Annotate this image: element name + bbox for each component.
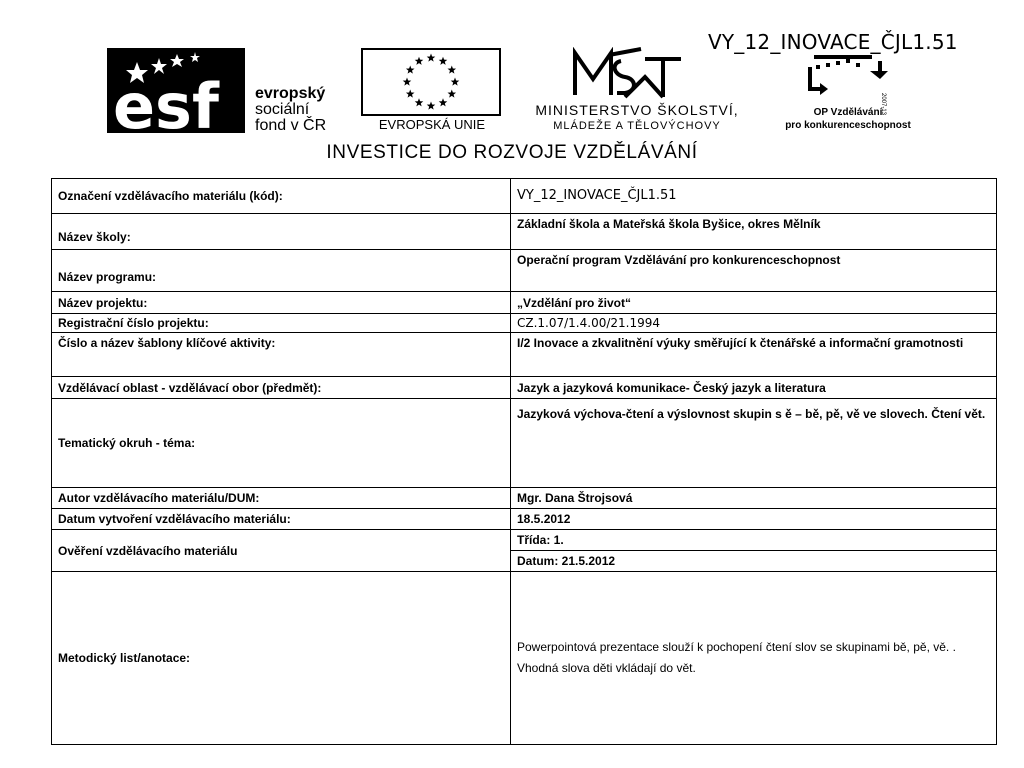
table-row	[52, 488, 997, 509]
eu-star-icon	[451, 78, 460, 86]
op-line-1: OP Vzdělávání	[813, 107, 883, 118]
op-vzdelavani-logo	[770, 47, 926, 132]
document-code: VY_12_INOVACE_ČJL1.51	[708, 30, 958, 54]
table-row	[52, 509, 997, 530]
row-value: 18.5.2012	[511, 509, 997, 530]
eu-star-icon	[427, 102, 436, 110]
row-value: Powerpointová prezentace slouží k pochopení čtení slov se skupinami bě, pě, vě. . Vhodná slova děti vkládají do vět.	[511, 572, 997, 745]
op-years: 2007-13	[880, 93, 886, 116]
row-value: Jazyk a jazyková komunikace- Český jazyk a literatura	[511, 377, 997, 399]
info-table	[51, 178, 997, 745]
table-row	[52, 214, 997, 250]
eu-star-icon	[439, 57, 448, 65]
eu-star-icon	[415, 57, 424, 65]
table-row	[52, 179, 997, 214]
esf-line-3: fond v ČR	[255, 117, 327, 133]
row-value: Jazyková výchova-čtení a výslovnost skupin s ě – bě, pě, vě ve slovech. Čtení vět.	[511, 399, 997, 488]
row-label: Metodický list/anotace:	[52, 572, 511, 745]
eu-star-icon	[403, 78, 412, 86]
row-label: Číslo a název šablony klíčové aktivity:	[52, 333, 511, 377]
msmt-line-2: MLÁDEŽE A TĚLOVÝCHOVY	[553, 120, 721, 132]
eu-star-icon	[406, 66, 415, 74]
msmt-logo	[513, 47, 761, 132]
eu-star-icon	[415, 98, 424, 106]
row-label: Datum vytvoření vzdělávacího materiálu:	[52, 509, 511, 530]
row-value: Třída: 1.	[511, 530, 997, 551]
row-label: Registrační číslo projektu:	[52, 314, 511, 333]
row-value: VY_12_INOVACE_ČJL1.51	[511, 179, 997, 214]
row-label: Ověření vzdělávacího materiálu	[52, 530, 511, 572]
eu-star-icon	[448, 90, 457, 98]
row-label: Tematický okruh - téma:	[52, 399, 511, 488]
row-value: Mgr. Dana Štrojsová	[511, 488, 997, 509]
table-row	[52, 530, 997, 551]
row-label: Označení vzdělávacího materiálu (kód):	[52, 179, 511, 214]
banner-text: INVESTICE DO ROZVOJE VZDĚLÁVÁNÍ	[326, 142, 698, 163]
table-row	[52, 250, 997, 292]
eu-caption: EVROPSKÁ UNIE	[378, 117, 486, 132]
table-row	[52, 399, 997, 488]
esf-logo	[107, 48, 352, 133]
eu-star-icon	[439, 98, 448, 106]
eu-star-icon	[448, 66, 457, 74]
esf-line-2: sociální	[255, 101, 310, 118]
esf-line-1: evropský	[255, 85, 326, 102]
row-label: Vzdělávací oblast - vzdělávací obor (předmět):	[52, 377, 511, 399]
row-value: I/2 Inovace a zkvalitnění výuky směřující k čtenářské a informační gramotnosti	[511, 333, 997, 377]
row-value: Operační program Vzdělávání pro konkurenceschopnost	[511, 250, 997, 292]
row-label: Název projektu:	[52, 292, 511, 314]
table-row	[52, 292, 997, 314]
table-row	[52, 314, 997, 333]
row-label: Autor vzdělávacího materiálu/DUM:	[52, 488, 511, 509]
svg-text:esf: esf	[113, 70, 219, 133]
eu-star-icon	[406, 90, 415, 98]
table-row	[52, 572, 997, 745]
op-line-2: pro konkurenceschopnost	[785, 120, 911, 131]
row-value: Základní škola a Mateřská škola Byšice, okres Mělník	[511, 214, 997, 250]
row-label: Název školy:	[52, 214, 511, 250]
eu-star-icon	[427, 54, 436, 62]
row-value: CZ.1.07/1.4.00/21.1994	[511, 314, 997, 333]
row-value: „Vzdělání pro život“	[511, 292, 997, 314]
msmt-line-1: MINISTERSTVO ŠKOLSTVÍ,	[535, 102, 739, 118]
table-row	[52, 377, 997, 399]
row-label: Název programu:	[52, 250, 511, 292]
eu-logo	[360, 47, 505, 132]
row-value: Datum: 21.5.2012	[511, 551, 997, 572]
table-row	[52, 333, 997, 377]
